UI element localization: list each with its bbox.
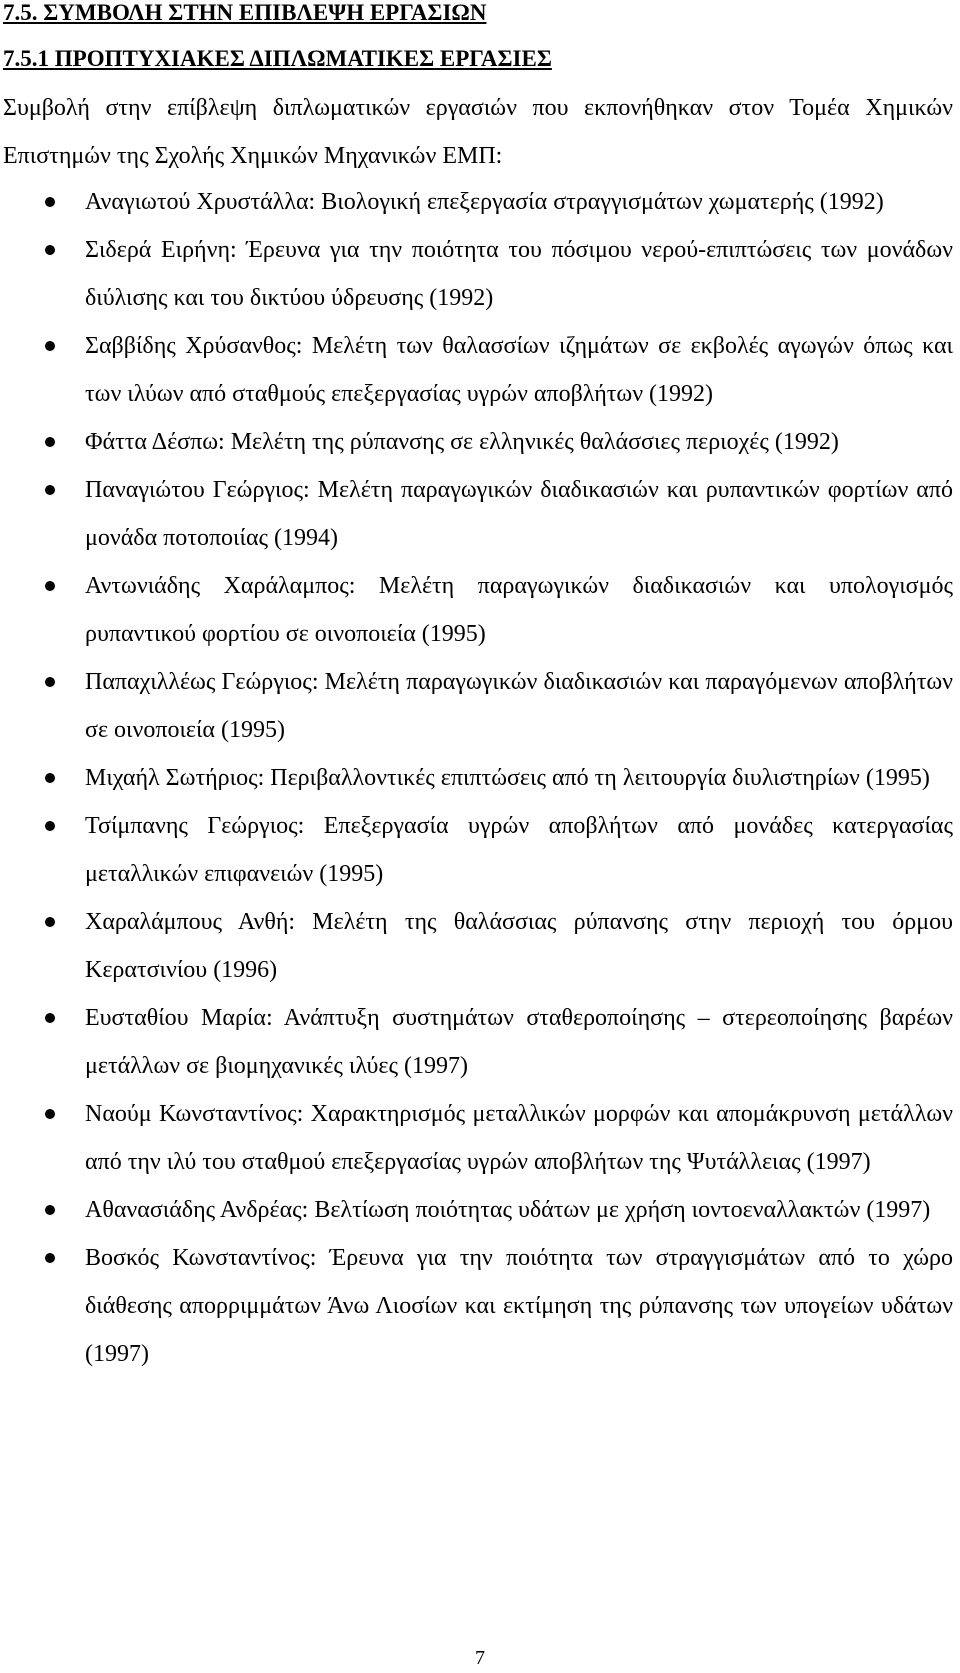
bullet-icon (45, 773, 55, 783)
page-number: 7 (475, 1647, 485, 1669)
list-item-text: Αθανασιάδης Ανδρέας: Βελτίωση ποιότητας υδάτων με χρήση ιοντοεναλλακτών (1997) (85, 1197, 931, 1223)
list-item (3, 226, 953, 322)
list-item-text: Τσίμπανης Γεώργιος: Επεξεργασία υγρών αποβλήτων από μονάδες κατεργασίας μεταλλικών επιφανειών (1995) (85, 813, 953, 887)
list-item-text: Σαββίδης Χρύσανθος: Μελέτη των θαλασσίων ιζημάτων σε εκβολές αγωγών όπως και των ιλύων από σταθμούς επεξεργασίας υγρών αποβλήτων (1992) (85, 333, 953, 407)
list-item (3, 178, 953, 226)
list-item (3, 1234, 953, 1378)
bullet-icon (45, 1109, 55, 1119)
bullet-icon (45, 437, 55, 447)
list-item-text: Χαραλάμπους Ανθή: Μελέτη της θαλάσσιας ρύπανσης στην περιοχή του όρμου Κερατσινίου (1996) (85, 909, 953, 983)
list-item (3, 658, 953, 754)
bullet-icon (45, 677, 55, 687)
bullet-icon (45, 1205, 55, 1215)
list-item-text: Ναούμ Κωνσταντίνος: Χαρακτηρισμός μεταλλικών μορφών και απομάκρυνση μετάλλων από την ιλύ του σταθμού επεξεργασίας υγρών αποβλήτων της Ψυτάλλειας (1997) (85, 1101, 953, 1175)
list-item-text: Ευσταθίου Μαρία: Ανάπτυξη συστημάτων σταθεροποίησης – στερεοποίησης βαρέων μετάλλων σε βιομηχανικές ιλύες (1997) (85, 1005, 953, 1079)
list-item (3, 322, 953, 418)
thesis-list (3, 178, 953, 1378)
list-item-text: Φάττα Δέσπω: Μελέτη της ρύπανσης σε ελληνικές θαλάσσιες περιοχές (1992) (85, 429, 839, 455)
list-item (3, 562, 953, 658)
section-heading: 7.5. ΣΥΜΒΟΛΗ ΣΤΗΝ ΕΠΙΒΛΕΨΗ ΕΡΓΑΣΙΩΝ (3, 0, 487, 25)
list-item-text: Σιδερά Ειρήνη: Έρευνα για την ποιότητα του πόσιμου νερού-επιπτώσεις των μονάδων διύλισης και του δικτύου ύδρευσης (1992) (85, 237, 953, 311)
list-item-text: Αναγιωτού Χρυστάλλα: Βιολογική επεξεργασία στραγγισμάτων χωματερής (1992) (85, 189, 884, 215)
bullet-icon (45, 197, 55, 207)
list-item-text: Βοσκός Κωνσταντίνος: Έρευνα για την ποιότητα των στραγγισμάτων από το χώρο διάθεσης απορριμμάτων Άνω Λιοσίων και εκτίμηση της ρύπανσης των υπογείων υδάτων (1997) (85, 1245, 953, 1367)
list-item (3, 994, 953, 1090)
list-item (3, 1186, 953, 1234)
bullet-icon (45, 821, 55, 831)
list-item (3, 418, 953, 466)
bullet-icon (45, 917, 55, 927)
intro-paragraph: Συμβολή στην επίβλεψη διπλωματικών εργασιών που εκπονήθηκαν στον Τομέα Χημικών Επιστημών της Σχολής Χημικών Μηχανικών ΕΜΠ: (3, 95, 953, 169)
bullet-icon (45, 581, 55, 591)
list-item (3, 754, 953, 802)
bullet-icon (45, 245, 55, 255)
list-item-text: Μιχαήλ Σωτήριος: Περιβαλλοντικές επιπτώσεις από τη λειτουργία διυλιστηρίων (1995) (85, 765, 930, 791)
list-item-text: Παπαχιλλέως Γεώργιος: Μελέτη παραγωγικών διαδικασιών και παραγόμενων αποβλήτων σε οινοποιεία (1995) (85, 669, 953, 743)
list-item-text: Παναγιώτου Γεώργιος: Μελέτη παραγωγικών διαδικασιών και ρυπαντικών φορτίων από μονάδα ποτοποιίας (1994) (85, 477, 953, 551)
bullet-icon (45, 1013, 55, 1023)
list-item (3, 898, 953, 994)
subsection-heading: 7.5.1 ΠΡΟΠΤΥΧΙΑΚΕΣ ΔΙΠΛΩΜΑΤΙΚΕΣ ΕΡΓΑΣΙΕΣ (3, 46, 552, 71)
bullet-icon (45, 341, 55, 351)
list-item (3, 1090, 953, 1186)
bullet-icon (45, 485, 55, 495)
list-item (3, 466, 953, 562)
bullet-icon (45, 1253, 55, 1263)
list-item (3, 802, 953, 898)
list-item-text: Αντωνιάδης Χαράλαμπος: Μελέτη παραγωγικών διαδικασιών και υπολογισμός ρυπαντικού φορτίου σε οινοποιεία (1995) (85, 573, 953, 647)
